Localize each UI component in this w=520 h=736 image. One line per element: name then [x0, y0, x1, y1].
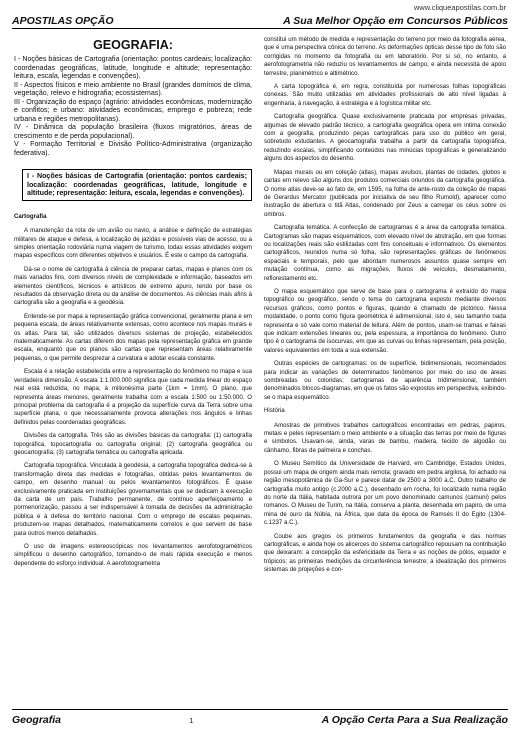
paragraph: O uso de imagens estereoscópicas nos levantamentos aerofotogramétricos simplificou o desenho cartográfico, tornando-o de mais rápida execução e menos dependente do esforço individual. A aerofotogrametria — [14, 543, 252, 567]
paragraph: A manutenção da rota de um avião ou navio, a análise e definição de estratégias militares de ataque e defesa, a localização de jazidas e possíveis vias de acesso, ou a simples orientação rodoviária numa viagem de turismo, todas essas atividades exigem mapas específicos com diferentes objetivos e usuários. É este o campo da cartografia. — [14, 227, 252, 260]
paragraph: Escala é a relação estabelecida entre a representação do fenômeno no mapa e sua verdadeira dimensão. A escala 1:1.000.000 significa que cada medida linear do espaço real está reduzida, no mapa, à milionésima parte (1km = 1mm). O plano, que representa áreas menores, geralmente trabalha com a escala 1:500 ou 1:50.000. O principal problema da cartografia é a projeção da superfície curva da Terra sobre uma superfície plana, o que necessariamente provoca alterações nos ângulos e linhas definidos pelas coordenadas geográficas. — [14, 368, 252, 426]
paragraph: Amostras de primitivos trabalhos cartográficos encontradas em pedras, papiros, metais e peles representam o meio ambiente e a situação das terras por meio de figuras e símbolos. Usavam-se, ainda, varas de bambu, madeira, tecido de algodão ou cânhamo, fibras de palmeira e conchas. — [264, 421, 506, 454]
paragraph: Mapas murais ou em coleção (atlas), mapas avulsos, plantas de cidades, globos e cartas em relevo são alguns dos produtos comerciais oriundos da cartografia geográfica. O nome atlas deve-se ao fato de, em 1595, na folha de ante-rosto da coleção de mapas de Gerardus Mercator (publicada por iniciativa de seu filho Rumold), aparecer como ilustração de abertura o titã Atlas, condenado por Zeus a carregar os céus sobre os ombros. — [264, 168, 506, 218]
paragraph: Dá-se o nome de cartografia à ciência de preparar cartas, mapas e planos com os mais variados fins, com diversos níveis de complexidade e informação, baseados em elementos científicos, técnicos e artísticos de extremo apuro, tendo por base os resultados da observação direta ou da análise de documentos. As ciências mais afins à cartografia são a geografia e a geodésia. — [14, 265, 252, 307]
paragraph: O mapa esquemático que serve de base para o cartograma é extraído do mapa topográfico ou geográfico, sendo o tema do cartograma exposto mediante diversos recursos gráficos, como pontos e figuras, quando é chamado de pictórico. Nessa modalidade, o ponto como figura geométrica é adimensional, isto é, seu tamanho nada representa e só vale como material de leitura. Além de pontos, usam-se tramas e faixas que indicam extensões lineares ou, pela espessura, a importância do fenômeno. Outro tipo é o cartograma de isocurvas, em que as curvas ou linhas representam, pela posição, valores equivalentes em toda a sua extensão. — [264, 287, 506, 354]
index-item: IV - Dinâmica da população brasileira (fluxos migratórios, áreas de crescimento e de perda populacional). — [14, 123, 252, 140]
paragraph: Coube aos gregos os primeiros fundamentos da geografia e das normas cartográficas, e ainda hoje os alicerces do sistema cartográfico repousam na contribuição que deixaram: a concepção da esfericidade da Terra e as noções de pólos, equador e trópicos; as primeiras medições da circunferência terrestre; a idealização dos primeiros sistemas de projeções e con- — [264, 532, 506, 574]
paragraph: Divisões da cartografia. Três são as divisões básicas da cartografia: (1) cartografia topográfica, topocartografia ou cartografia original; (2) cartografia geográfica ou geocartografia; (3) cartografia temática ou cartografia aplicada. — [14, 432, 252, 456]
paragraph: Outras espécies de cartogramas: os de superfície, bidimensionais, recomendados para indicar as variações de determinados fenômenos por meio do uso de áreas sombreadas ou coloridas; cartogramas de aparência tridimensional, também denominados blocos-diagramas, em que os fatos são expostos em perspectiva, exibindo-se o mapa esquemático. — [264, 360, 506, 401]
page-title: GEOGRAFIA: — [93, 38, 173, 52]
header-right: A Sua Melhor Opção em Concursos Públicos — [283, 15, 508, 27]
footer-right: A Opção Certa Para a Sua Realização — [321, 714, 508, 726]
paragraph: O Museu Semítico da Universidade de Harvard, em Cambridge, Estados Unidos, possui um mapa de origem ainda mais remota; gravado em pedra argilosa, foi achado na região mesopotâmica de Ga-Sur e parece datar de 2500 a 3000 a.C. Outro trabalho de cartografia muito antigo (c.2000 a.C.), desenhado em rocha, foi localizado numa região do norte da Itália, habitada outrora por um povo denominado camunos (camuni) pelos romanos. O Museu de Turim, na Itália, conserva a planta, desenhada em papiro, de uma mina de ouro da Núbia, na África, que data da época de Ramsés II do Egito (1304-c.1237 a.C.). — [264, 460, 506, 527]
topic-heading-box: I - Noções básicas de Cartografia (orientação: pontos cardeais; localização: coordenadas geográficas, latitude, longitude e altitude; representação: leitura, escala, legendas e convenções). — [22, 169, 252, 201]
index-item: II - Aspectos físicos e meio ambiente no Brasil (grandes domínios de clima, vegetação, relevo e hidrografia; ecossistemas). — [14, 80, 252, 97]
paragraph: constitui um método de medida e representação do terreno por meio da fotografia aérea, que é uma perspectiva cônica do terreno. As deformações ópticas desse tipo de foto são corrigidas no momento da fotografia ou em laboratório. Por si só, no entanto, a aerofotogrametria não reduziu os levantamentos de campo, e ainda necessita de apoio terrestre, planimétrico e altimétrico. — [264, 36, 506, 77]
header-left: APOSTILAS OPÇÃO — [12, 15, 114, 27]
history-heading: História — [264, 407, 285, 415]
paragraph: Entende-se por mapa a representação gráfica convencional, geralmente plana e em pequena escala, de áreas relativamente extensas, como acontece nos mapas murais e os atlas. Para tal, são utilizados diversos sistemas de projeção, estabelecidos matematicamente. As cartas diferem dos mapas pela representação gráfica em grande escala, enquanto que os planos são cartas que representam áreas relativamente pequenas, o que permite desprezar a curvatura e adotar escala constante. — [14, 312, 252, 362]
paragraph: Cartografia topográfica. Vinculada à geodésia, a cartografia topográfica dedica-se à transformação direta das medidas e fotografias, obtidas pelos levantamentos de campo, em desenho manual ou pelos levantamentos fotográficos. É quase exclusivamente praticada em instituições governamentais que se dedicam à execução da carta de um país. Trabalho permanente, de contínuo aperfeiçoamento e pormenorização, passou a ser indispensável à tomada de decisões da administração pública e à defesa do território nacional. Com o emprego de escalas pequenas, produzem-se mapas detalhados, matematicamente corretos e que servem de base para outros menos detalhados. — [14, 462, 252, 537]
paragraph: A carta topográfica é, em regra, constituída por numerosas folhas topográficas conexas. São muito utilizadas em atividades profissionais de alto nível ligadas à engenharia, à navegação, à estratégia e à logística militar etc. — [264, 83, 506, 107]
paragraph: Cartografia temática. A confecção de cartogramas é a área da cartografia temática. Cartogramas são mapas esquemáticos, com elevado nível de abstração, em que formas ou localizações reais são estilizadas com fins conceituais e informativos. Os elementos cartográficos, reunidos numa só folha, são representações gráficas de fenômenos espaciais e temporais, pelo que abordam numerosos assuntos quase sempre em mutação contínua, como as migrações, fluxos de veículos, desmatamento, reflorestamento etc. — [264, 224, 506, 282]
index-item: V - Formação Territorial e Divisão Político-Administrativa (organização federativa). — [14, 140, 252, 157]
page-header — [12, 13, 508, 29]
index-item: III - Organização do espaço (agrário: atividades econômicas, modernização e conflitos; e urbano: atividades econômicas, emprego e pobreza; rede urbana e regiões metropolitanas). — [14, 97, 252, 123]
topic-index — [14, 55, 252, 157]
site-url[interactable]: www.cliqueapostilas.com.br — [413, 3, 506, 12]
paragraph: Cartografia geográfica. Quase exclusivamente praticada por empresas privadas, algumas de elevado padrão técnico, a cartografia geográfica opera em íntima conexão com a geografia, produzindo peças cartográficas para uso do público em geral, sobretudo estudantes. A geocartografia trabalha a partir da cartografia topográfica, reduzindo escalas, simplificando conteúdos nas minúcias topográficas e generalizando alguns dos aspectos do desenho. — [264, 113, 506, 163]
page-footer — [12, 709, 508, 726]
index-item: I - Noções básicas de Cartografia (orientação: pontos cardeais; localização: coordenadas geográficas, latitude, longitude e altitude; representação: leitura, escala, legendas e convenções). — [14, 55, 252, 80]
section-heading: Cartografia — [14, 212, 47, 220]
left-column — [14, 36, 252, 573]
page-number: 1 — [189, 718, 194, 725]
right-column — [264, 36, 506, 580]
footer-left: Geografia — [12, 714, 62, 726]
